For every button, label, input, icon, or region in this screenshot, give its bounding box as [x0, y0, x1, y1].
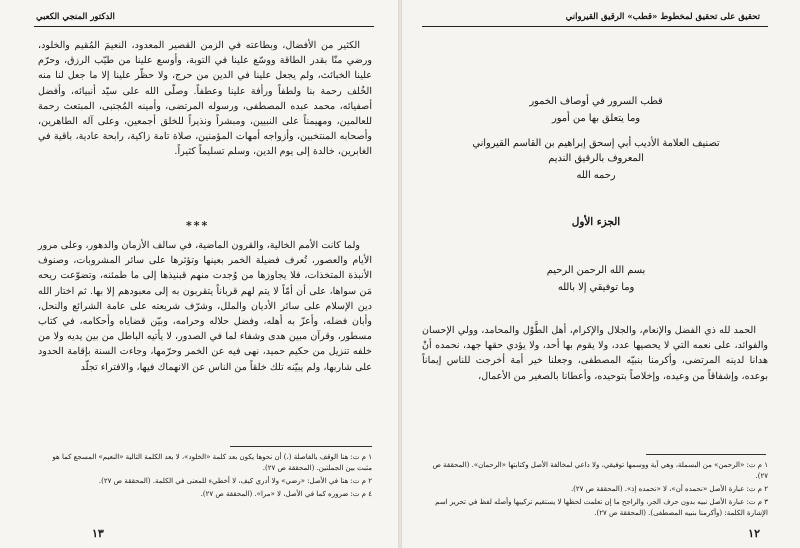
header-rule	[422, 26, 768, 27]
page-number: ١٢	[748, 527, 760, 540]
footnotes	[422, 460, 768, 521]
paragraph: الحمد لله ذي الفضل والإنعام، والجلال والإكرام، أهل الطَّوْل والمحامد، وولي الإحسان والفوائد، على نعمه التي لا يحصيها عدد، ولا يقوم بها أحد، ولا يؤدي حقها جهد، نحمده أنْ هدانا لدينه المرتضى، وأكرمنا بنبيّه المصطفى، وجعلنا خير أمة أخرجت للناس إيماناً بوعده، وإشفاقاً من وعيده، وإخلاصاً بتوحيده، وأعطانا بالصغير من الأعمال،	[422, 325, 768, 382]
book-subtitle: وما يتعلق بها من أمور	[552, 113, 640, 124]
right-page	[402, 0, 800, 548]
footnote: ١ م ت: هنا الوقف بالفاصلة (،) أن نحوها يكون بعد كلمة «الخلود»، لا بعد الكلمة التالية «النعيم» المسجع كما هو مثبت بين الجملتين. (المحققة ص ٢٧).	[52, 453, 372, 472]
footnote: ١ م ت: «الرحمن» من البسملة، وهي آية ووسمها توفيقي، ولا داعي لمخالفة الأصل وكتابتها «الرحمان». (المحققة ص ٢٧).	[432, 461, 768, 480]
body-text	[422, 323, 768, 384]
paragraph: ولما كانت الأمم الخالية، والقرون الماضية، في سالف الأزمان والدهور، وعلى مرور الأيام والعصور، تُعرف فضيلة الخمر بعينها وتؤثرها على سائر المشروبات، وصنوف الأنبذة المتخذات، فلا يجاوزها من وُجدت منهم قبنيذها إلى ما طمئنه، وتضوّعت ريحه مَن سواها، على أن أمّاً لا يتم لهم قرباناً يتقربون به إلى معبودهم إلا بها. ثم اختار الله دين الإسلام على سائر الأديان والملل، وشرّف شريعته على عامة الشرائع والنحل، وأبان فضله، وأعزّ به أهله، وفضل حلاله وحرامه، وبيّن قضاياه وأحكامه، في كتاب مسطور، وقرآن مبين هدى وشفاء لما في الصدور، لا يأتيه الباطل من بين يديه ولا من خلفه تنزيل من حكيم حميد، نهى فيه عن الخمر وحرّمها، وجاءت السنة بإقامة الحدود على شاربها، ولم يبيّنه تلك خلقاً من الناس عن الانهماك فيها، والافتراء تجلّد	[38, 240, 372, 373]
running-head: تحقيق على تحقيق لمخطوط «قطب» الرقيق القيرواني	[565, 12, 760, 22]
footnote: ٤ م ت: ضروره كما في الأصل، لا «مرا». (المحققة ص ٢٧).	[200, 490, 372, 498]
body-text	[38, 238, 372, 375]
author-line: تصنيف العلامة الأديب أبي إسحق إبراهيم بن القاسم القيرواني	[472, 138, 720, 149]
left-page	[0, 0, 398, 548]
page-number: ١٣	[92, 527, 104, 540]
footnote-rule	[230, 446, 372, 447]
book-title: قطب السرور في أوصاف الخمور	[529, 96, 663, 107]
footnote: ٣ م ت: عبارة الأصل نبيه بدون حرف الجر، والراجح ما إن تعلمت لحظها لا يستقيم تركيبها وأصله لفظ في تحرير اسم الإشارة الكلمة: (وأكرمنا بنبيه المصطفى). (المحققة ص ٢٧).	[435, 498, 768, 517]
body-text	[38, 38, 372, 160]
footnote: ٢ م ت: عبارة الأصل «نحمده أن»، لا «نحمده إذ». (المحققة ص ٢٧).	[570, 485, 768, 493]
running-head: الدكتور المنجي الكعبي	[36, 12, 115, 22]
footnotes	[38, 452, 372, 502]
header-rule	[34, 26, 374, 27]
basmala: بسم الله الرحمن الرحيم	[546, 265, 646, 276]
footnote: ٢ م ت: هنا في الأصل: «رضي» ولا أدري كيف، لا أخطيء للمعنى في الكلمة. (المحققة ص ٢٧).	[98, 477, 372, 485]
invocation: وما توفيقي إلا بالله	[557, 282, 635, 293]
paragraph: الكثير من الأفضال، وبطاعته في الزمن القصير المعدود، النعيمَ المُقيم والخلود، ورضي منّا بقدر الطاقة ووسّع علينا في التوبة، وأوسع علينا من طيّب الرزق، وحرّم علينا الخبائث، ولم يجعل علينا في الدين من حرج، ولا حظّر علينا إلا ما جعل لنا منه الخُلف رحمة بنا ولطفاً ورأفة علينا وعطفاً. وصلّى الله على سيّد أنبيائه، وأفضل أصفيائه، محمد عبده المصطفى، ورسوله المرتضى، وأمينه المُجتبى، المبتعث رحمة للعالمين، ومهيمناً على النبيين، ومبشراً ونذيراً للخلق أجمعين، وعلى آله الطاهرين، وأصحابه المنتخبين، وأزواجه أمهات المؤمنين، صلاة تامة زاكية، رابحة عادية، باقية في الغابرين، خالدة إلى يوم الدين، وسلم تسليماً كثيراً.	[38, 40, 372, 158]
author-blessing: رحمه الله	[576, 170, 616, 181]
footnote-rule	[646, 454, 766, 455]
author-line: المعروف بالرقيق النديم	[548, 153, 644, 164]
section-separator: ***	[186, 219, 210, 232]
part-heading: الجزء الأول	[571, 216, 621, 228]
